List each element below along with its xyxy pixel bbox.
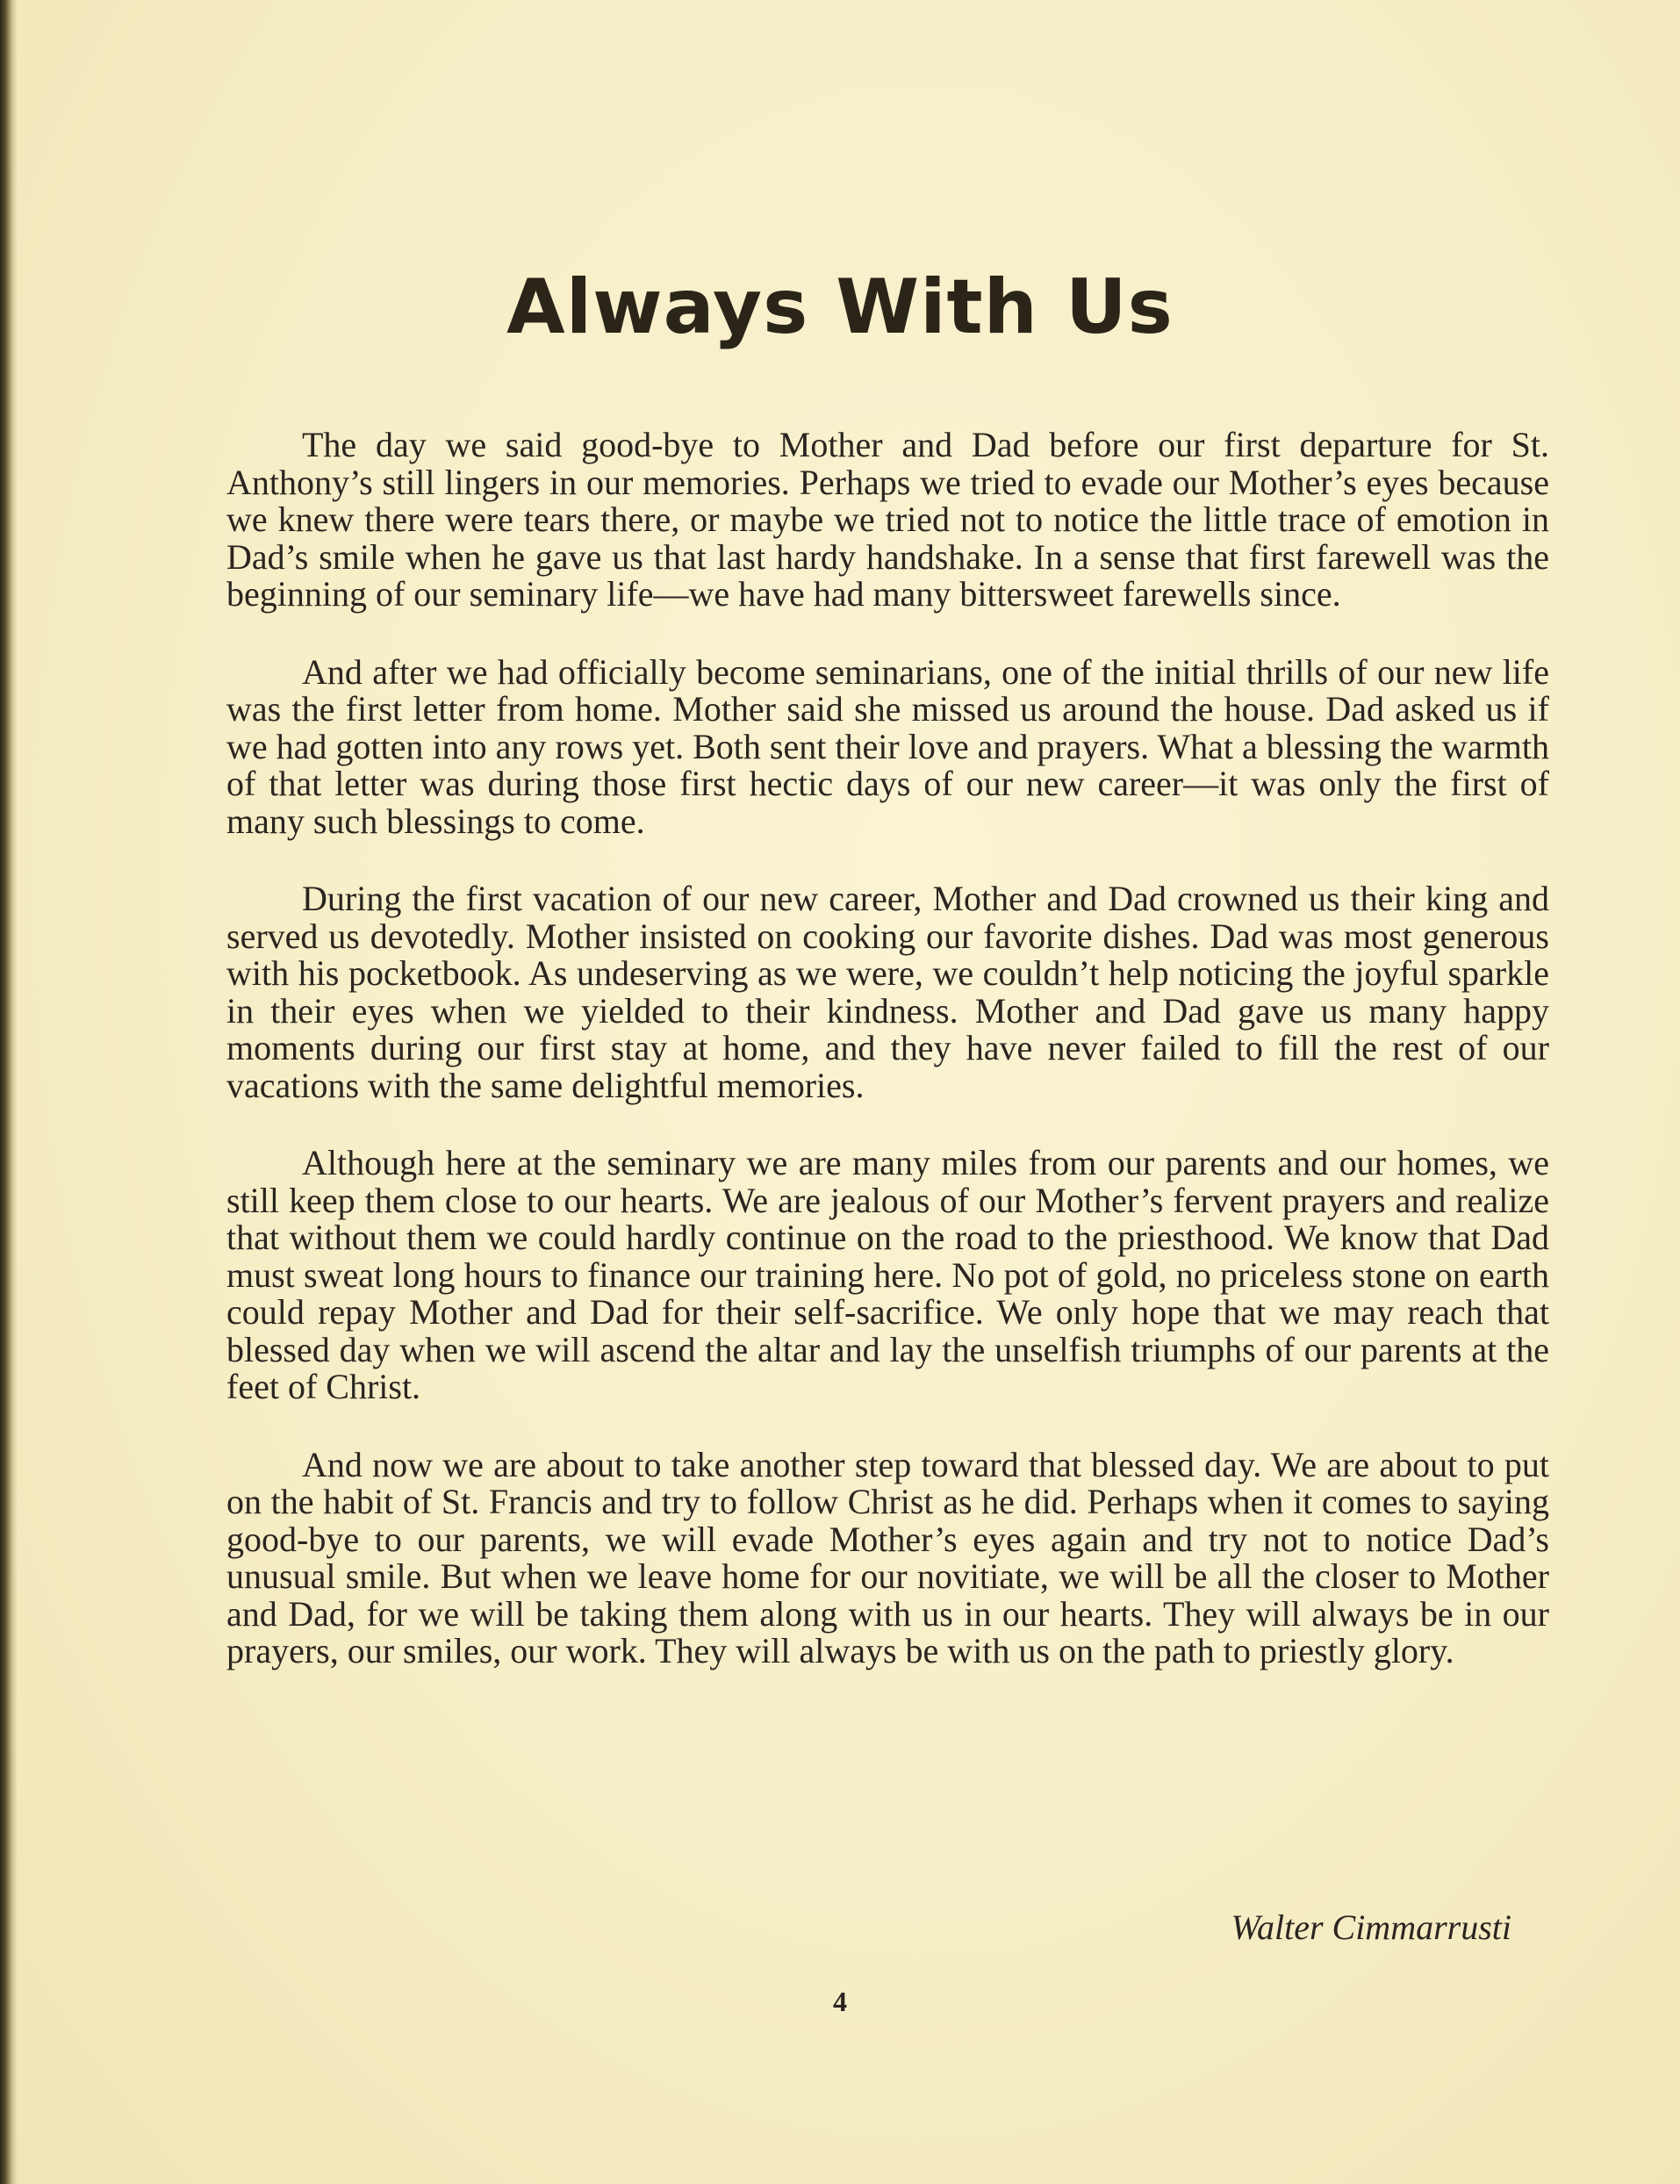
paragraph-5: And now we are about to take another step toward that blessed day. We are about to put on the habit of St. Francis and try to follow Christ as he did. Perhaps when it comes to saying good-bye to our parents, we will evade Mother’s eyes again and try not to notice Dad’s unusual smile. But when we leave home for our novitiate, we will be all the closer to Mother and Dad, for we will be taking them along with us in our hearts. They will always be in our prayers, our smiles, our work. They will always be with us on the path to priestly glory. [226,1444,1549,1670]
paragraph-3: During the first vacation of our new career, Mother and Dad crowned us their king and served us devotedly. Mother insisted on cooking our favorite dishes. Dad was most generous with his pocketbook. As undeserving as we were, we couldn’t help noticing the joyful sparkle in their eyes when we yielded to their kindness. Mother and Dad gave us many happy moments during our first stay at home, and they have never failed to fill the rest of our vacations with the same delightful memories. [226,879,1549,1105]
author-signature: Walter Cimmarrusti [1231,1907,1511,1947]
paragraph-4: Although here at the seminary we are many miles from our parents and our homes, we still keep them close to our hearts. We are jealous of our Mother’s fervent prayers and realize that without them we could hardly continue on the road to the priesthood. We know that Dad must sweat long hours to finance our training here. No pot of gold, no priceless stone on earth could repay Mother and Dad for their self-sacrifice. We only hope that we may reach that blessed day when we will ascend the altar and lay the unselfish triumphs of our parents at the feet of Christ. [226,1143,1549,1406]
article-body [226,427,1549,1711]
paragraph-2: And after we had officially become seminarians, one of the initial thrills of our new life was the first letter from home. Mother said she missed us around the house. Dad asked us if we had gotten into any rows yet. Both sent their love and prayers. What a blessing the warmth of that letter was during those first hectic days of our new career—it was only the first of many such blessings to come. [226,651,1549,841]
page-title: Always With Us [506,263,1174,351]
paragraph-1: The day we said good-bye to Mother and Dad before our first departure for St. Anthony’s still lingers in our memories. Perhaps we tried to evade our Mother’s eyes because we knew there were tears there, or maybe we tried not to notice the little trace of emotion in Dad’s smile when he gave us that last hardy handshake. In a sense that first farewell was the beginning of our seminary life—we have had many bittersweet farewells since. [226,425,1549,614]
page-number: 4 [833,1986,847,2017]
